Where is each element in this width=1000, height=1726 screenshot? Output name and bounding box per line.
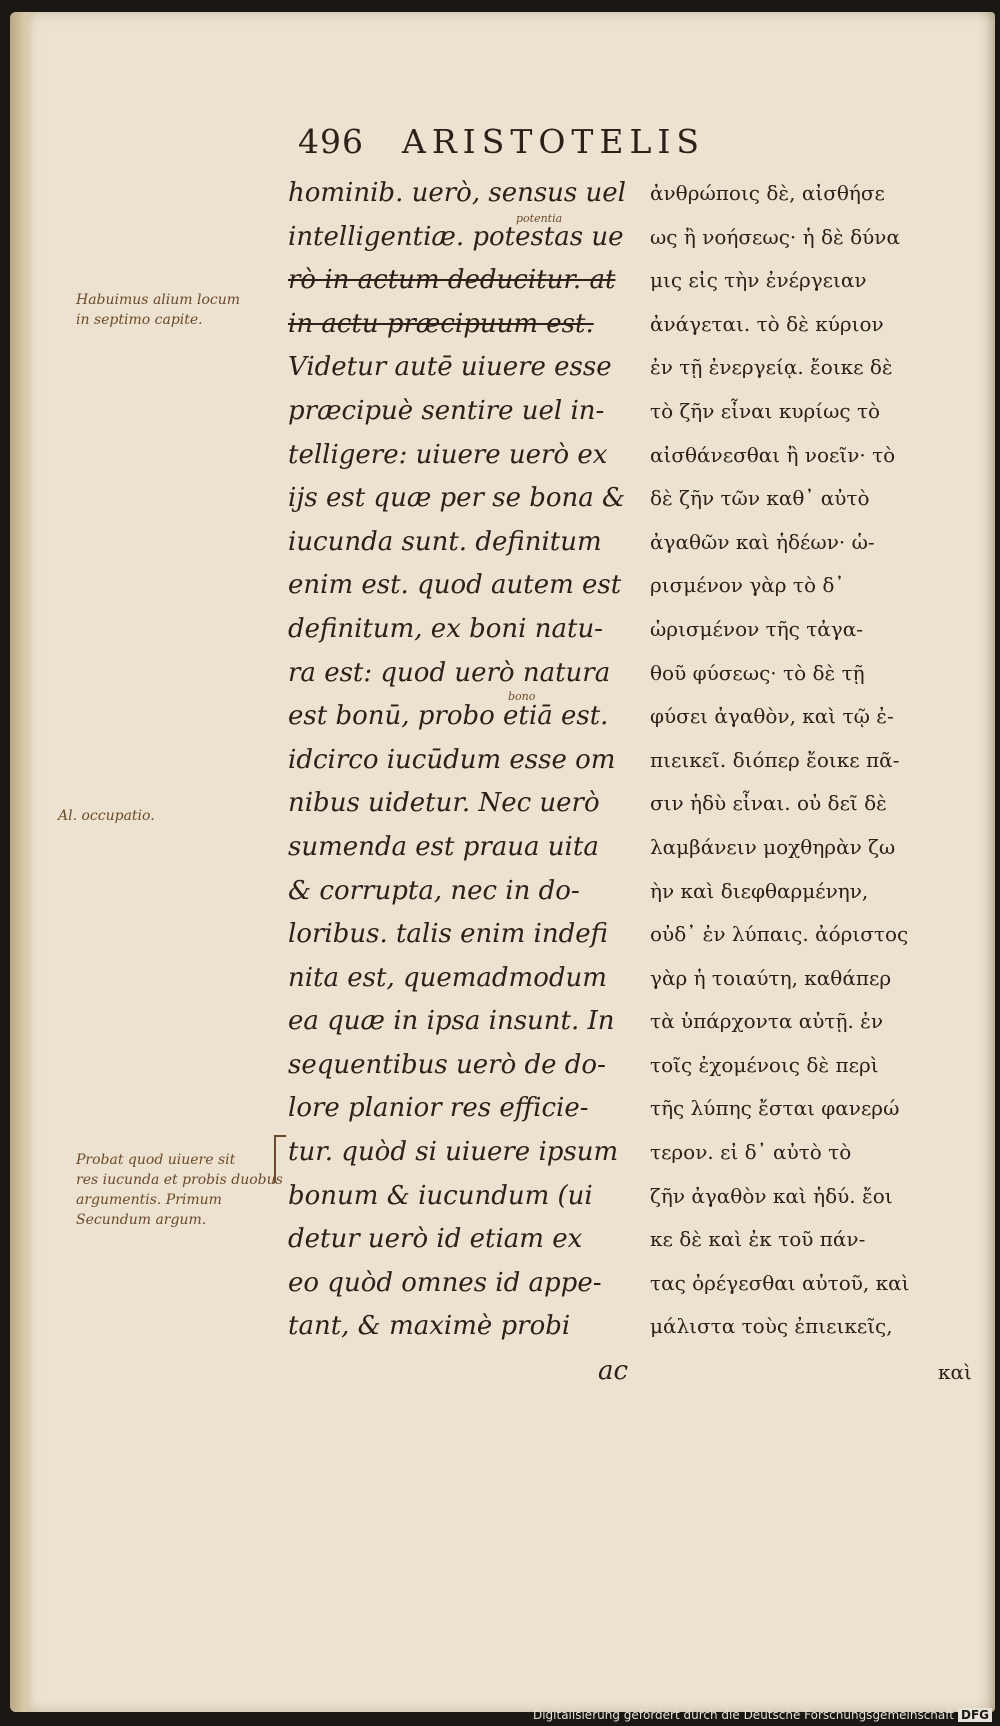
- latin-line: [288, 652, 640, 696]
- footer-text: Digitalisierung gefördert durch die Deutsche Forschungsgemeinschaft: [532, 1708, 954, 1722]
- latin-line-text: ra est: quod uerò natura: [288, 657, 611, 688]
- latin-line: [288, 216, 640, 260]
- marginal-note-1: [76, 290, 240, 330]
- greek-line-text: φύσει ἀγαθὸν, καὶ τῷ ἐ-: [650, 704, 894, 729]
- latin-line-text: ea quæ in ipsa insunt. In: [288, 1006, 615, 1037]
- latin-line: [288, 913, 640, 957]
- latin-line: [288, 1305, 640, 1349]
- latin-line: [288, 1262, 640, 1306]
- greek-line: [650, 346, 970, 390]
- latin-line-text: præcipuè sentire uel in-: [288, 395, 605, 426]
- latin-line-text: idcirco iucūdum esse om: [288, 744, 616, 775]
- greek-line-text: τῆς λύπης ἔσται φανερώ: [650, 1096, 900, 1121]
- latin-line-text: tant, & maximè probi: [288, 1311, 571, 1342]
- marginal-note-line: in septimo capite.: [76, 312, 203, 328]
- greek-line-text: ρισμένον γὰρ τὸ δ᾽: [650, 573, 845, 598]
- greek-line-text: οὐδ᾽ ἐν λύπαις. ἀόριστος: [650, 922, 909, 947]
- greek-line-text: γὰρ ἡ τοιαύτη, καθάπερ: [650, 965, 892, 990]
- greek-line-text: ζῆν ἀγαθὸν καὶ ἡδύ. ἔοι: [650, 1183, 893, 1208]
- latin-line: [288, 477, 640, 521]
- interlinear-gloss-2: bono: [508, 690, 536, 703]
- latin-line-text: intelligentiæ. potestas ue: [288, 221, 624, 252]
- greek-line-text: ὡρισμένον τῆς τἀγα-: [650, 616, 864, 641]
- greek-line-text: ἐν τῇ ἐνεργείᾳ. ἔοικε δὲ: [650, 355, 893, 380]
- greek-line: [650, 521, 970, 565]
- greek-line: [650, 434, 970, 478]
- latin-line-text: sequentibus uerò de do-: [288, 1049, 606, 1080]
- greek-line: [650, 172, 970, 216]
- latin-line: [288, 695, 640, 739]
- greek-line: [650, 477, 970, 521]
- marginal-note-line: Secundum argum.: [76, 1212, 207, 1228]
- greek-line-text: δὲ ζῆν τῶν καθ᾽ αὐτὸ: [650, 486, 870, 511]
- latin-line-text: sumenda est praua uita: [288, 831, 599, 862]
- greek-line: [650, 564, 970, 608]
- marginal-note-3: [76, 1150, 283, 1230]
- greek-line: [650, 782, 970, 826]
- latin-line-text: definitum, ex boni natu-: [288, 613, 603, 644]
- greek-line-text: αἰσθάνεσθαι ἢ νοεῖν· τὸ: [650, 442, 896, 467]
- greek-catchword: καὶ: [938, 1360, 972, 1384]
- latin-line-text: nibus uidetur. Nec uerò: [288, 788, 600, 819]
- greek-line-text: κε δὲ καὶ ἐκ τοῦ πάν-: [650, 1227, 866, 1252]
- greek-line: [650, 652, 970, 696]
- latin-line-text: enim est. quod autem est: [288, 570, 622, 601]
- greek-line: [650, 390, 970, 434]
- greek-line-text: ὴν καὶ διεφθαρμένην,: [650, 878, 869, 903]
- latin-line: [288, 1218, 640, 1262]
- latin-line: [288, 521, 640, 565]
- latin-catchword: ac: [598, 1356, 629, 1386]
- latin-line: [288, 1044, 640, 1088]
- running-head-title: ARISTOTELIS: [402, 122, 706, 161]
- page-number: 496: [298, 122, 364, 161]
- marginal-note-line: Probat quod uiuere sit: [76, 1152, 236, 1168]
- greek-column: [650, 172, 970, 1349]
- latin-line-text: telligere: uiuere uerò ex: [288, 439, 608, 470]
- greek-line: [650, 1305, 970, 1349]
- latin-line: [288, 1175, 640, 1219]
- latin-line: [288, 826, 640, 870]
- latin-line: [288, 564, 640, 608]
- latin-line-text: bonum & iucundum (ui: [288, 1180, 593, 1211]
- greek-line-text: ἀνάγεται. τὸ δὲ κύριον: [650, 311, 884, 336]
- latin-line-text: Videtur autē uiuere esse: [288, 352, 612, 383]
- greek-line-text: σιν ἡδὺ εἶναι. οὐ δεῖ δὲ: [650, 791, 887, 816]
- greek-line-text: πιεικεῖ. διόπερ ἔοικε πᾶ-: [650, 747, 900, 772]
- marginal-note-line: Habuimus alium locum: [76, 292, 241, 308]
- greek-line-text: ἀνθρώποις δὲ, αἰσθήσε: [650, 181, 885, 205]
- greek-line: [650, 1175, 970, 1219]
- latin-line: [288, 434, 640, 478]
- greek-line: [650, 216, 970, 260]
- greek-line: [650, 1087, 970, 1131]
- greek-line-text: θοῦ φύσεως· τὸ δὲ τῇ: [650, 660, 865, 685]
- greek-line: [650, 1044, 970, 1088]
- marginal-note-line: argumentis. Primum: [76, 1192, 222, 1208]
- greek-line: [650, 957, 970, 1001]
- latin-line-text: & corrupta, nec in do-: [288, 875, 580, 906]
- greek-line-text: τὸ ζῆν εἶναι κυρίως τὸ: [650, 398, 881, 423]
- latin-line: [288, 172, 640, 216]
- greek-line: [650, 739, 970, 783]
- greek-line: [650, 259, 970, 303]
- latin-line-text: loribus. talis enim indefi: [288, 919, 608, 950]
- book-page: [10, 12, 995, 1712]
- marginal-note-2: [58, 806, 155, 826]
- greek-line-text: τὰ ὑπάρχοντα αὐτῇ. ἐν: [650, 1009, 884, 1034]
- greek-line-text: ἀγαθῶν καὶ ἡδέων· ὡ-: [650, 529, 875, 554]
- interlinear-gloss-1: potentia: [516, 212, 563, 225]
- greek-line: [650, 913, 970, 957]
- greek-line-text: λαμβάνειν μοχθηρὰν ζω: [650, 834, 896, 859]
- greek-line-text: μις εἰς τὴν ἐνέργειαν: [650, 268, 867, 293]
- greek-line: [650, 695, 970, 739]
- latin-line: [288, 346, 640, 390]
- latin-line-text: nita est, quemadmodum: [288, 962, 607, 993]
- greek-line-text: τοῖς ἐχομένοις δὲ περὶ: [650, 1052, 879, 1077]
- greek-line: [650, 826, 970, 870]
- latin-column: [288, 172, 640, 1349]
- latin-line: [288, 390, 640, 434]
- latin-line-text: detur uerò id etiam ex: [288, 1224, 583, 1255]
- latin-line-text: rò in actum deducitur. at: [288, 265, 616, 296]
- greek-line: [650, 870, 970, 914]
- running-header: [298, 122, 705, 161]
- marginal-note-line: Al. occupatio.: [58, 808, 155, 824]
- page-edge: [10, 12, 34, 1712]
- latin-line: [288, 259, 640, 303]
- greek-line: [650, 1262, 970, 1306]
- greek-line: [650, 303, 970, 347]
- greek-line-text: ως ἢ νοήσεως· ἡ δὲ δύνα: [650, 224, 900, 249]
- latin-line-text: iucunda sunt. definitum: [288, 526, 602, 557]
- latin-line: [288, 870, 640, 914]
- latin-line: [288, 957, 640, 1001]
- latin-line: [288, 782, 640, 826]
- greek-line-text: τερον. εἰ δ᾽ αὐτὸ τὸ: [650, 1140, 852, 1165]
- greek-line: [650, 1218, 970, 1262]
- latin-line: [288, 608, 640, 652]
- greek-line: [650, 608, 970, 652]
- latin-line-text: eo quòd omnes id appe-: [288, 1267, 602, 1298]
- digitization-footer: [533, 1708, 992, 1722]
- latin-line: [288, 1131, 640, 1175]
- latin-line-text: hominib. uerò, sensus uel: [288, 178, 626, 208]
- latin-line-text: ijs est quæ per se bona &: [288, 483, 626, 514]
- greek-line-text: μάλιστα τοὺς ἐπιεικεῖς,: [650, 1314, 893, 1339]
- latin-line: [288, 739, 640, 783]
- latin-line: [288, 303, 640, 347]
- latin-line: [288, 1087, 640, 1131]
- latin-line-text: est bonū, probo etiā est.: [288, 701, 609, 732]
- greek-line-text: τας ὀρέγεσθαι αὐτοῦ, καὶ: [650, 1270, 910, 1295]
- latin-line-text: tur. quòd si uiuere ipsum: [288, 1137, 619, 1168]
- latin-line-text: in actu præcipuum est.: [288, 308, 594, 339]
- latin-line-text: lore planior res efficie-: [288, 1093, 589, 1124]
- dfg-logo: DFG: [958, 1708, 992, 1722]
- greek-line: [650, 1131, 970, 1175]
- latin-line: [288, 1000, 640, 1044]
- marginal-note-line: res iucunda et probis duobus: [76, 1172, 283, 1188]
- greek-line: [650, 1000, 970, 1044]
